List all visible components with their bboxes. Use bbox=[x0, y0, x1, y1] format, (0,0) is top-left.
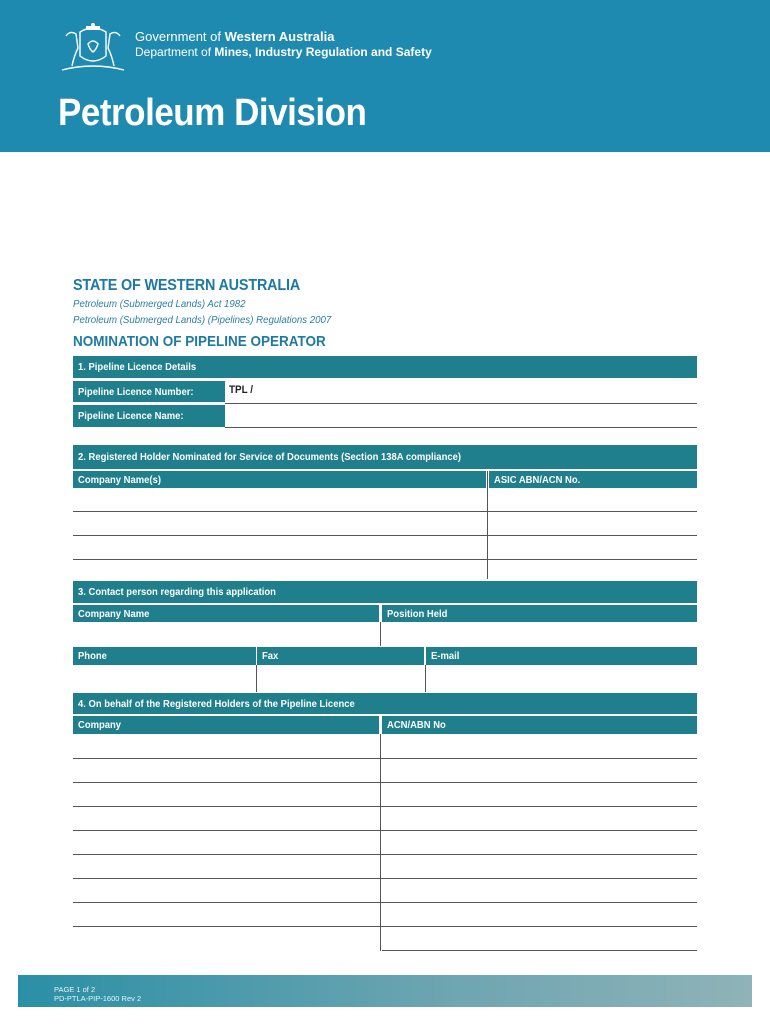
section-3-phone-header: Phone bbox=[73, 647, 256, 665]
section-2-abn-field-2[interactable] bbox=[489, 513, 697, 535]
holder-company-field-5[interactable] bbox=[73, 831, 379, 853]
section-3-position-header: Position Held bbox=[382, 605, 697, 622]
holder-acn-field-4[interactable] bbox=[382, 807, 697, 829]
licence-number-field[interactable] bbox=[255, 381, 697, 402]
holder-company-field-4[interactable] bbox=[73, 807, 379, 829]
section-2-row-line-2 bbox=[73, 535, 697, 536]
holder-acn-field-1[interactable] bbox=[382, 735, 697, 757]
section-2-company-field-3[interactable] bbox=[73, 537, 486, 559]
section-3-heading: 3. Contact person regarding this application bbox=[73, 581, 697, 603]
page-number: PAGE 1 of 2 bbox=[54, 985, 96, 994]
section-4-acn-header: ACN/ABN No bbox=[382, 716, 697, 734]
holder-company-field-1[interactable] bbox=[73, 735, 379, 757]
state-heading: STATE OF WESTERN AUSTRALIA bbox=[73, 277, 301, 294]
section-2-heading: 2. Registered Holder Nominated for Service of Documents (Section 138A compliance) bbox=[73, 445, 697, 469]
contact-company-field[interactable] bbox=[73, 623, 379, 645]
section-4-row-line-9 bbox=[382, 950, 697, 951]
holder-acn-field-5[interactable] bbox=[382, 831, 697, 853]
licence-number-underline bbox=[225, 403, 697, 404]
department-name: Department of Mines, Industry Regulation and Safety bbox=[135, 45, 432, 59]
holder-acn-field-9[interactable] bbox=[382, 927, 697, 949]
licence-number-label: Pipeline Licence Number: bbox=[73, 381, 225, 402]
section-2-company-header: Company Name(s) bbox=[73, 471, 486, 488]
section-2-abn-field-1[interactable] bbox=[489, 489, 697, 511]
regulations-reference: Petroleum (Submerged Lands) (Pipelines) Regulations 2007 bbox=[73, 314, 332, 326]
section-3-fax-header: Fax bbox=[257, 647, 424, 665]
section-2-company-field-2[interactable] bbox=[73, 513, 486, 535]
section-3-email-header: E-mail bbox=[426, 647, 697, 665]
section-4-company-header: Company bbox=[73, 716, 379, 734]
holder-company-field-9[interactable] bbox=[73, 927, 379, 949]
holder-acn-field-3[interactable] bbox=[382, 783, 697, 805]
licence-name-field[interactable] bbox=[225, 405, 697, 427]
page-header bbox=[0, 0, 770, 152]
holder-company-field-6[interactable] bbox=[73, 855, 379, 877]
section-1-heading: 1. Pipeline Licence Details bbox=[73, 356, 697, 378]
page-footer bbox=[18, 975, 752, 1007]
section-2-company-field-1[interactable] bbox=[73, 489, 486, 511]
contact-fax-field[interactable] bbox=[257, 666, 424, 691]
section-3-divider-1 bbox=[380, 622, 381, 646]
section-2-row-line-3 bbox=[73, 559, 697, 560]
government-name: Government of Western Australia bbox=[135, 29, 335, 44]
form-code: PD-PTLA-PIP-1600 Rev 2 bbox=[54, 994, 142, 1003]
wa-crest-logo bbox=[58, 22, 128, 76]
section-2-row-line-1 bbox=[73, 511, 697, 512]
section-4-heading: 4. On behalf of the Registered Holders of the Pipeline Licence bbox=[73, 693, 697, 714]
licence-name-underline bbox=[225, 427, 697, 428]
act-reference: Petroleum (Submerged Lands) Act 1982 bbox=[73, 298, 246, 310]
section-3-company-header: Company Name bbox=[73, 605, 379, 622]
holder-acn-field-2[interactable] bbox=[382, 759, 697, 781]
division-title: Petroleum Division bbox=[58, 92, 367, 134]
section-4-divider bbox=[380, 734, 381, 951]
licence-number-value: TPL / bbox=[229, 384, 254, 396]
contact-position-field[interactable] bbox=[382, 623, 697, 645]
section-2-divider bbox=[487, 471, 488, 579]
holder-company-field-8[interactable] bbox=[73, 903, 379, 925]
form-title: NOMINATION OF PIPELINE OPERATOR bbox=[73, 333, 326, 350]
section-2-abn-header: ASIC ABN/ACN No. bbox=[489, 471, 697, 488]
holder-company-field-2[interactable] bbox=[73, 759, 379, 781]
holder-company-field-3[interactable] bbox=[73, 783, 379, 805]
section-2-abn-field-3[interactable] bbox=[489, 537, 697, 559]
licence-name-label: Pipeline Licence Name: bbox=[73, 405, 225, 427]
holder-acn-field-6[interactable] bbox=[382, 855, 697, 877]
holder-acn-field-7[interactable] bbox=[382, 879, 697, 901]
holder-company-field-7[interactable] bbox=[73, 879, 379, 901]
holder-acn-field-8[interactable] bbox=[382, 903, 697, 925]
contact-email-field[interactable] bbox=[426, 666, 697, 691]
contact-phone-field[interactable] bbox=[73, 666, 256, 691]
